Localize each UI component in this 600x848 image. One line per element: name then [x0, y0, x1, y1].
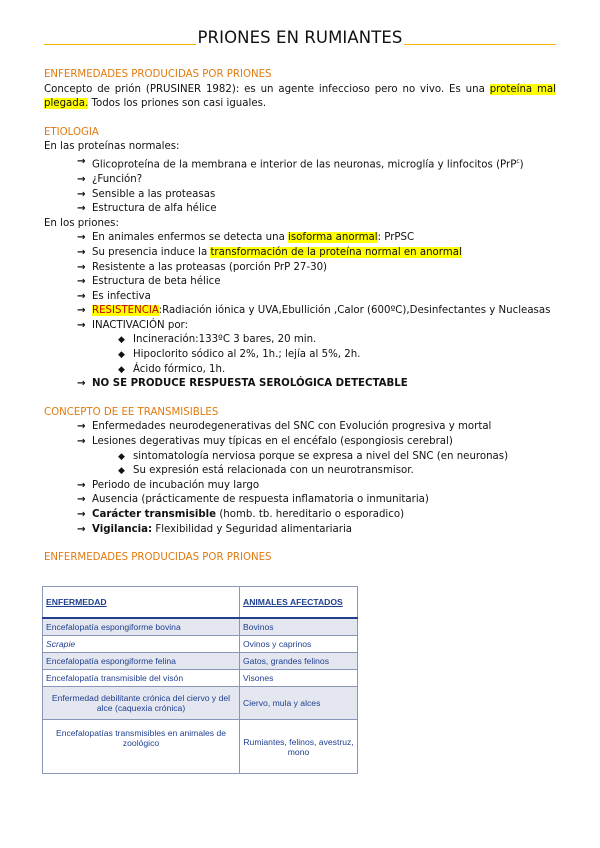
priones-list [44, 231, 556, 333]
table-cell: Ciervo, mula y alces [240, 687, 358, 720]
prion-concept-paragraph [44, 83, 556, 112]
ee-list [44, 420, 556, 449]
ee-list-2 [44, 479, 556, 537]
list-item: → Enfermedades neurodegenerativas del SNC con Evolución progresiva y mortal [77, 420, 556, 435]
list-item [77, 155, 556, 173]
list-item-text: : PrPSC [377, 232, 415, 244]
section-heading-ee: CONCEPTO DE EE TRANSMISIBLES [44, 406, 219, 418]
bold-text: Vigilancia: [92, 523, 153, 535]
list-item: → Resistente a las proteasas (porción PrP 27-30) [77, 261, 556, 276]
list-item-text: Flexibilidad y Seguridad alimentariaria [152, 523, 353, 535]
list-item: → Sensible a las proteasas [77, 188, 556, 203]
table-row [43, 720, 358, 774]
table-cell: Gatos, grandes felinos [240, 653, 358, 670]
highlight-text: RESISTENCIA [92, 305, 159, 317]
priones-intro: En los priones: [44, 217, 119, 229]
page-title: PRIONES EN RUMIANTES [197, 28, 403, 47]
list-item: ◆ Su expresión está relacionada con un neurotransmisor. [118, 464, 556, 479]
table-row [43, 687, 358, 720]
highlight-text: transformación de la proteína normal en anormal [210, 246, 462, 258]
inactivacion-list [44, 333, 556, 377]
section-heading-enfermedades: ENFERMEDADES PRODUCIDAS POR PRIONES [44, 69, 272, 80]
list-item-text: (homb. tb. hereditario o esporadico) [216, 509, 405, 521]
diseases-table [42, 586, 358, 774]
table-cell: Encefalopatía transmisible del visón [43, 670, 240, 687]
list-item [77, 304, 556, 319]
table-cell: Enfermedad debilitante crónica del ciervo y del alce (caquexia crónica) [43, 687, 240, 720]
prion-concept-text-end: Todos los priones son casi iguales. [88, 98, 267, 110]
table-row [43, 618, 358, 636]
list-item: → ¿Función? [77, 173, 556, 188]
table-header-row [43, 587, 358, 619]
bold-text: Carácter transmisible [92, 509, 217, 521]
list-item: → Es infectiva [77, 290, 556, 305]
list-item-text: En animales enfermos se detecta una [92, 232, 289, 244]
list-item: → Ausencia (prácticamente de respuesta inflamatoria o inmunitaria) [77, 493, 556, 508]
list-item: → INACTIVACIÓN por: [77, 319, 556, 334]
normales-intro: En las proteínas normales: [44, 141, 180, 153]
list-item: → NO SE PRODUCE RESPUESTA SEROLÓGICA DETECTABLE [77, 377, 556, 392]
table-row [43, 636, 358, 653]
table-cell: Encefalopatía espongiforme bovina [43, 618, 240, 636]
title-rule-left [44, 44, 196, 45]
list-item: ◆ sintomatología nerviosa porque se expresa a nivel del SNC (en neuronas) [118, 450, 556, 465]
list-item-text: Su presencia induce la [92, 246, 211, 258]
table-cell: Rumiantes, felinos, avestruz, mono [240, 720, 358, 774]
list-item [77, 231, 556, 246]
list-item: → Lesiones degerativas muy típicas en el encéfalo (espongiosis cerebral) [77, 435, 556, 450]
superscript: c [516, 157, 520, 165]
list-item-text: Glicoproteína de la membrana e interior de las neuronas, microglía y linfocitos (PrP [92, 159, 517, 171]
ee-sublist [44, 450, 556, 479]
list-item: ◆ Hipoclorito sódico al 2%, 1h.; lejía al 5%, 2h. [118, 348, 556, 363]
serologia-list [44, 377, 556, 392]
list-item-text: :Radiación iónica y UVA,Ebullición ,Calor (600ºC),Desinfectantes y Nucleasas [158, 305, 551, 317]
list-item-text: ) [519, 159, 524, 171]
table-cell: Ovinos y caprinos [240, 636, 358, 653]
list-item [77, 246, 556, 261]
list-item: → Estructura de alfa hélice [77, 202, 556, 217]
table-header-enfermedad: ENFERMEDAD [43, 587, 240, 619]
table-cell: Scrapie [43, 636, 240, 653]
list-item [77, 508, 556, 523]
document-body [44, 68, 556, 566]
prion-concept-text: Concepto de prión (PRUSINER 1982): es un agente infeccioso pero no vivo. Es una [44, 83, 490, 95]
prion-concept-highlight: proteína mal plegada. [44, 83, 556, 110]
table-row [43, 670, 358, 687]
list-item: ◆ Incineración:133ºC 3 bares, 20 min. [118, 333, 556, 348]
table-header-animales: ANIMALES AFECTADOS [240, 587, 358, 619]
table-cell: Encefalopatía espongiforme felina [43, 653, 240, 670]
title-rule-right [404, 44, 556, 45]
list-item [77, 523, 556, 538]
table-row [43, 653, 358, 670]
section-heading-etiologia: ETIOLOGIA [44, 126, 99, 138]
table-cell: Visones [240, 670, 358, 687]
list-item: → Estructura de beta hélice [77, 275, 556, 290]
list-item: → Periodo de incubación muy largo [77, 479, 556, 494]
table-cell: Bovinos [240, 618, 358, 636]
title-row [44, 28, 556, 48]
list-item: ◆ Ácido fórmico, 1h. [118, 363, 556, 378]
highlight-text: isoforma anormal [288, 232, 378, 244]
section-heading-enfermedades-2: ENFERMEDADES PRODUCIDAS POR PRIONES [44, 552, 272, 564]
normales-list [44, 155, 556, 217]
table-cell: Encefalopatías transmisibles en animales de zoológico [43, 720, 240, 774]
